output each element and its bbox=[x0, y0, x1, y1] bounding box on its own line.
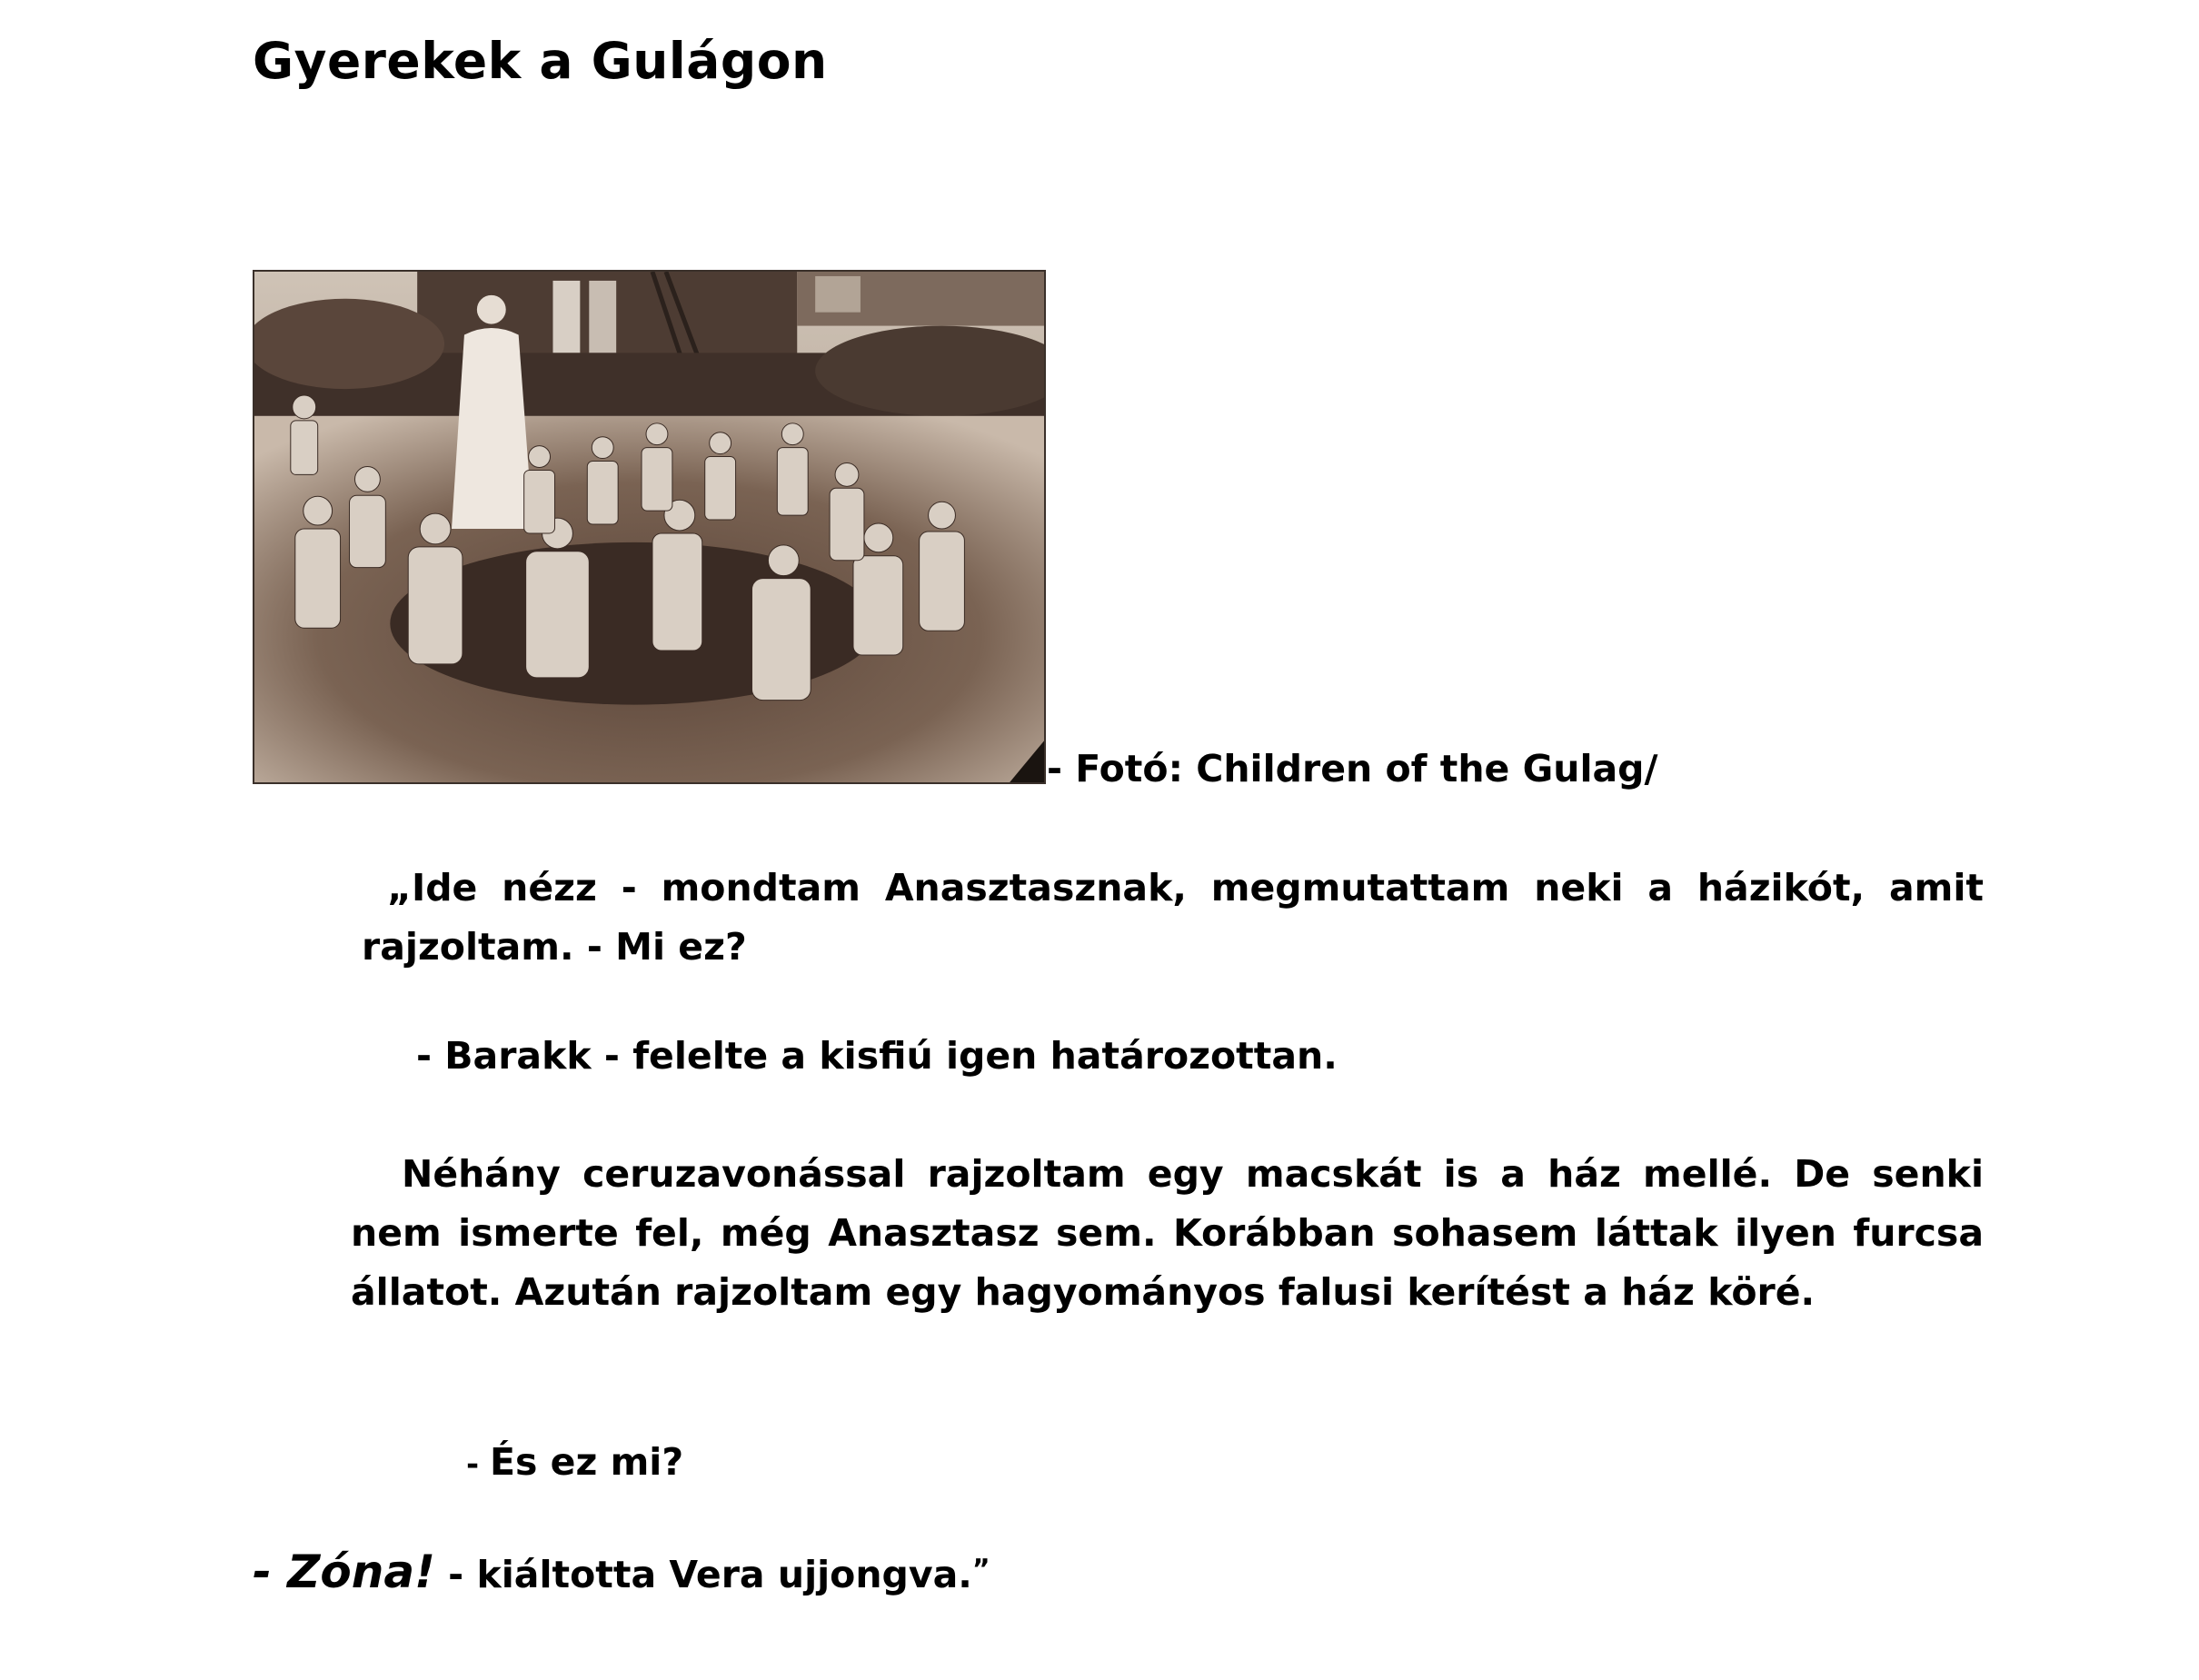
zona-exclamation: - Zóna! bbox=[253, 1546, 435, 1598]
dash: - bbox=[466, 1446, 490, 1483]
photo-illustration bbox=[254, 272, 1044, 782]
photo-caption: - Fotó: Children of the Gulag/ bbox=[1047, 747, 1658, 790]
question-text: És ez mi? bbox=[489, 1440, 684, 1484]
closing-text: - kiáltotta Vera ujjongva. bbox=[434, 1553, 972, 1596]
quote-paragraph-2: - Barakk - felelte a kisfiú igen határozottan. bbox=[416, 1034, 1338, 1078]
closing-quote: ” bbox=[971, 1554, 990, 1586]
page-title: Gyerekek a Gulágon bbox=[253, 32, 828, 90]
quote-paragraph-5 bbox=[253, 1540, 990, 1605]
quote-paragraph-4 bbox=[466, 1433, 683, 1495]
quote-paragraph-3: Néhány ceruzavonással rajzoltam egy macskát is a ház mellé. De senki nem ismerte fel, még Anasztasz sem. Korábban sohasem láttak ilyen furcsa állatot. Azután rajzoltam egy hagyományos falusi kerítést a ház köré. bbox=[351, 1152, 1984, 1314]
gulag-children-photo bbox=[253, 270, 1046, 784]
quote-paragraph-1: „Ide nézz - mondtam Anasztasznak, megmutattam neki a házikót, amit rajzoltam. - Mi ez? bbox=[362, 866, 1984, 969]
